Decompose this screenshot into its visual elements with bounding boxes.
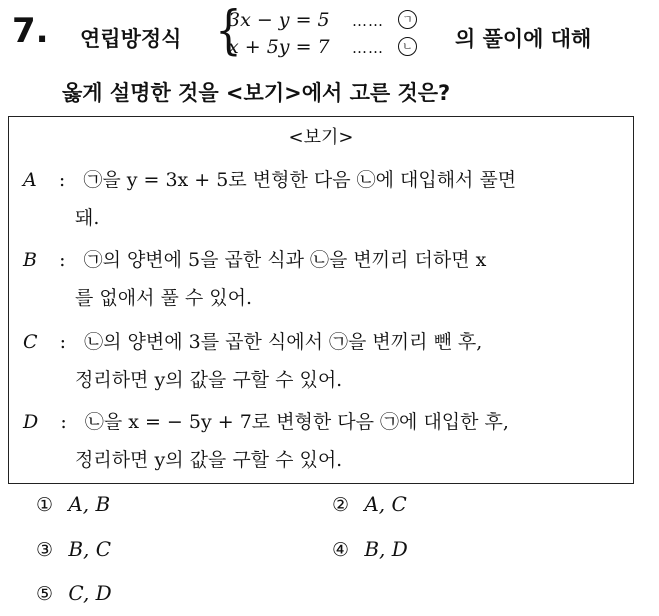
statement-label: A	[23, 169, 37, 191]
statement-label: C	[23, 331, 38, 353]
question-number: 7.	[12, 11, 49, 51]
statement-d-line1	[23, 403, 623, 441]
statement-colon: :	[59, 249, 66, 271]
statement-b-line2: 를 없애서 풀 수 있어.	[75, 287, 253, 309]
option-number: ②	[332, 494, 350, 516]
option-value: A, B	[68, 492, 111, 516]
statement-label: D	[23, 411, 39, 433]
statement-d-line2: 정리하면 y의 값을 구할 수 있어.	[75, 449, 343, 471]
statement-c-line1	[23, 323, 623, 361]
option-number: ①	[36, 494, 54, 516]
statement-a	[23, 161, 623, 237]
statement-b	[23, 241, 623, 317]
option-1[interactable]	[36, 492, 110, 516]
equation-1: 3x − y = 5	[228, 9, 330, 31]
equation-2: x + 5y = 7	[228, 36, 330, 58]
option-value: B, D	[364, 537, 408, 561]
question-title-part1: 연립방정식	[80, 27, 182, 51]
leader-dots-2: ……	[352, 39, 384, 57]
statement-label: B	[23, 249, 37, 271]
statement-c-line2: 정리하면 y의 값을 구할 수 있어.	[75, 369, 343, 391]
equation-system	[212, 1, 452, 61]
statement-colon: :	[60, 411, 67, 433]
option-number: ③	[36, 539, 54, 561]
option-value: A, C	[364, 492, 407, 516]
option-5[interactable]	[36, 581, 112, 605]
option-3[interactable]	[36, 537, 111, 561]
question-title-part2: 의 풀이에 대해	[455, 27, 592, 51]
option-value: B, C	[68, 537, 112, 561]
left-brace: {	[215, 1, 242, 61]
bogi-title: <보기>	[288, 127, 354, 148]
statement-c	[23, 323, 623, 399]
leader-dots-1: ……	[352, 12, 384, 30]
statement-a-line2: 돼.	[75, 207, 100, 229]
option-2[interactable]	[332, 492, 407, 516]
statement-colon: :	[59, 331, 67, 353]
statement-text: ㉠의 양변에 5을 곱한 식과 ㉡을 변끼리 더하면 x	[83, 249, 487, 271]
statement-d	[23, 403, 623, 479]
statement-text: ㉡의 양변에 3를 곱한 식에서 ㉠을 변끼리 뺀 후,	[84, 331, 483, 353]
circled-mark-nieun: ㄴ	[398, 37, 417, 56]
option-number: ⑤	[36, 583, 54, 605]
statement-text: ㉠을 y = 3x + 5로 변형한 다음 ㉡에 대입해서 풀면	[83, 169, 517, 191]
question-title-line2: 옳게 설명한 것을 <보기>에서 고른 것은?	[62, 81, 451, 105]
option-4[interactable]	[332, 537, 408, 561]
statement-colon: :	[58, 169, 66, 191]
bogi-box	[8, 116, 634, 484]
statement-text: ㉡을 x = − 5y + 7로 변형한 다음 ㉠에 대입한 후,	[84, 411, 509, 433]
option-number: ④	[332, 539, 350, 561]
circled-mark-giyeok: ㄱ	[398, 10, 417, 29]
option-value: C, D	[68, 581, 112, 605]
statement-b-line1	[23, 241, 623, 279]
statement-a-line1	[23, 161, 623, 199]
